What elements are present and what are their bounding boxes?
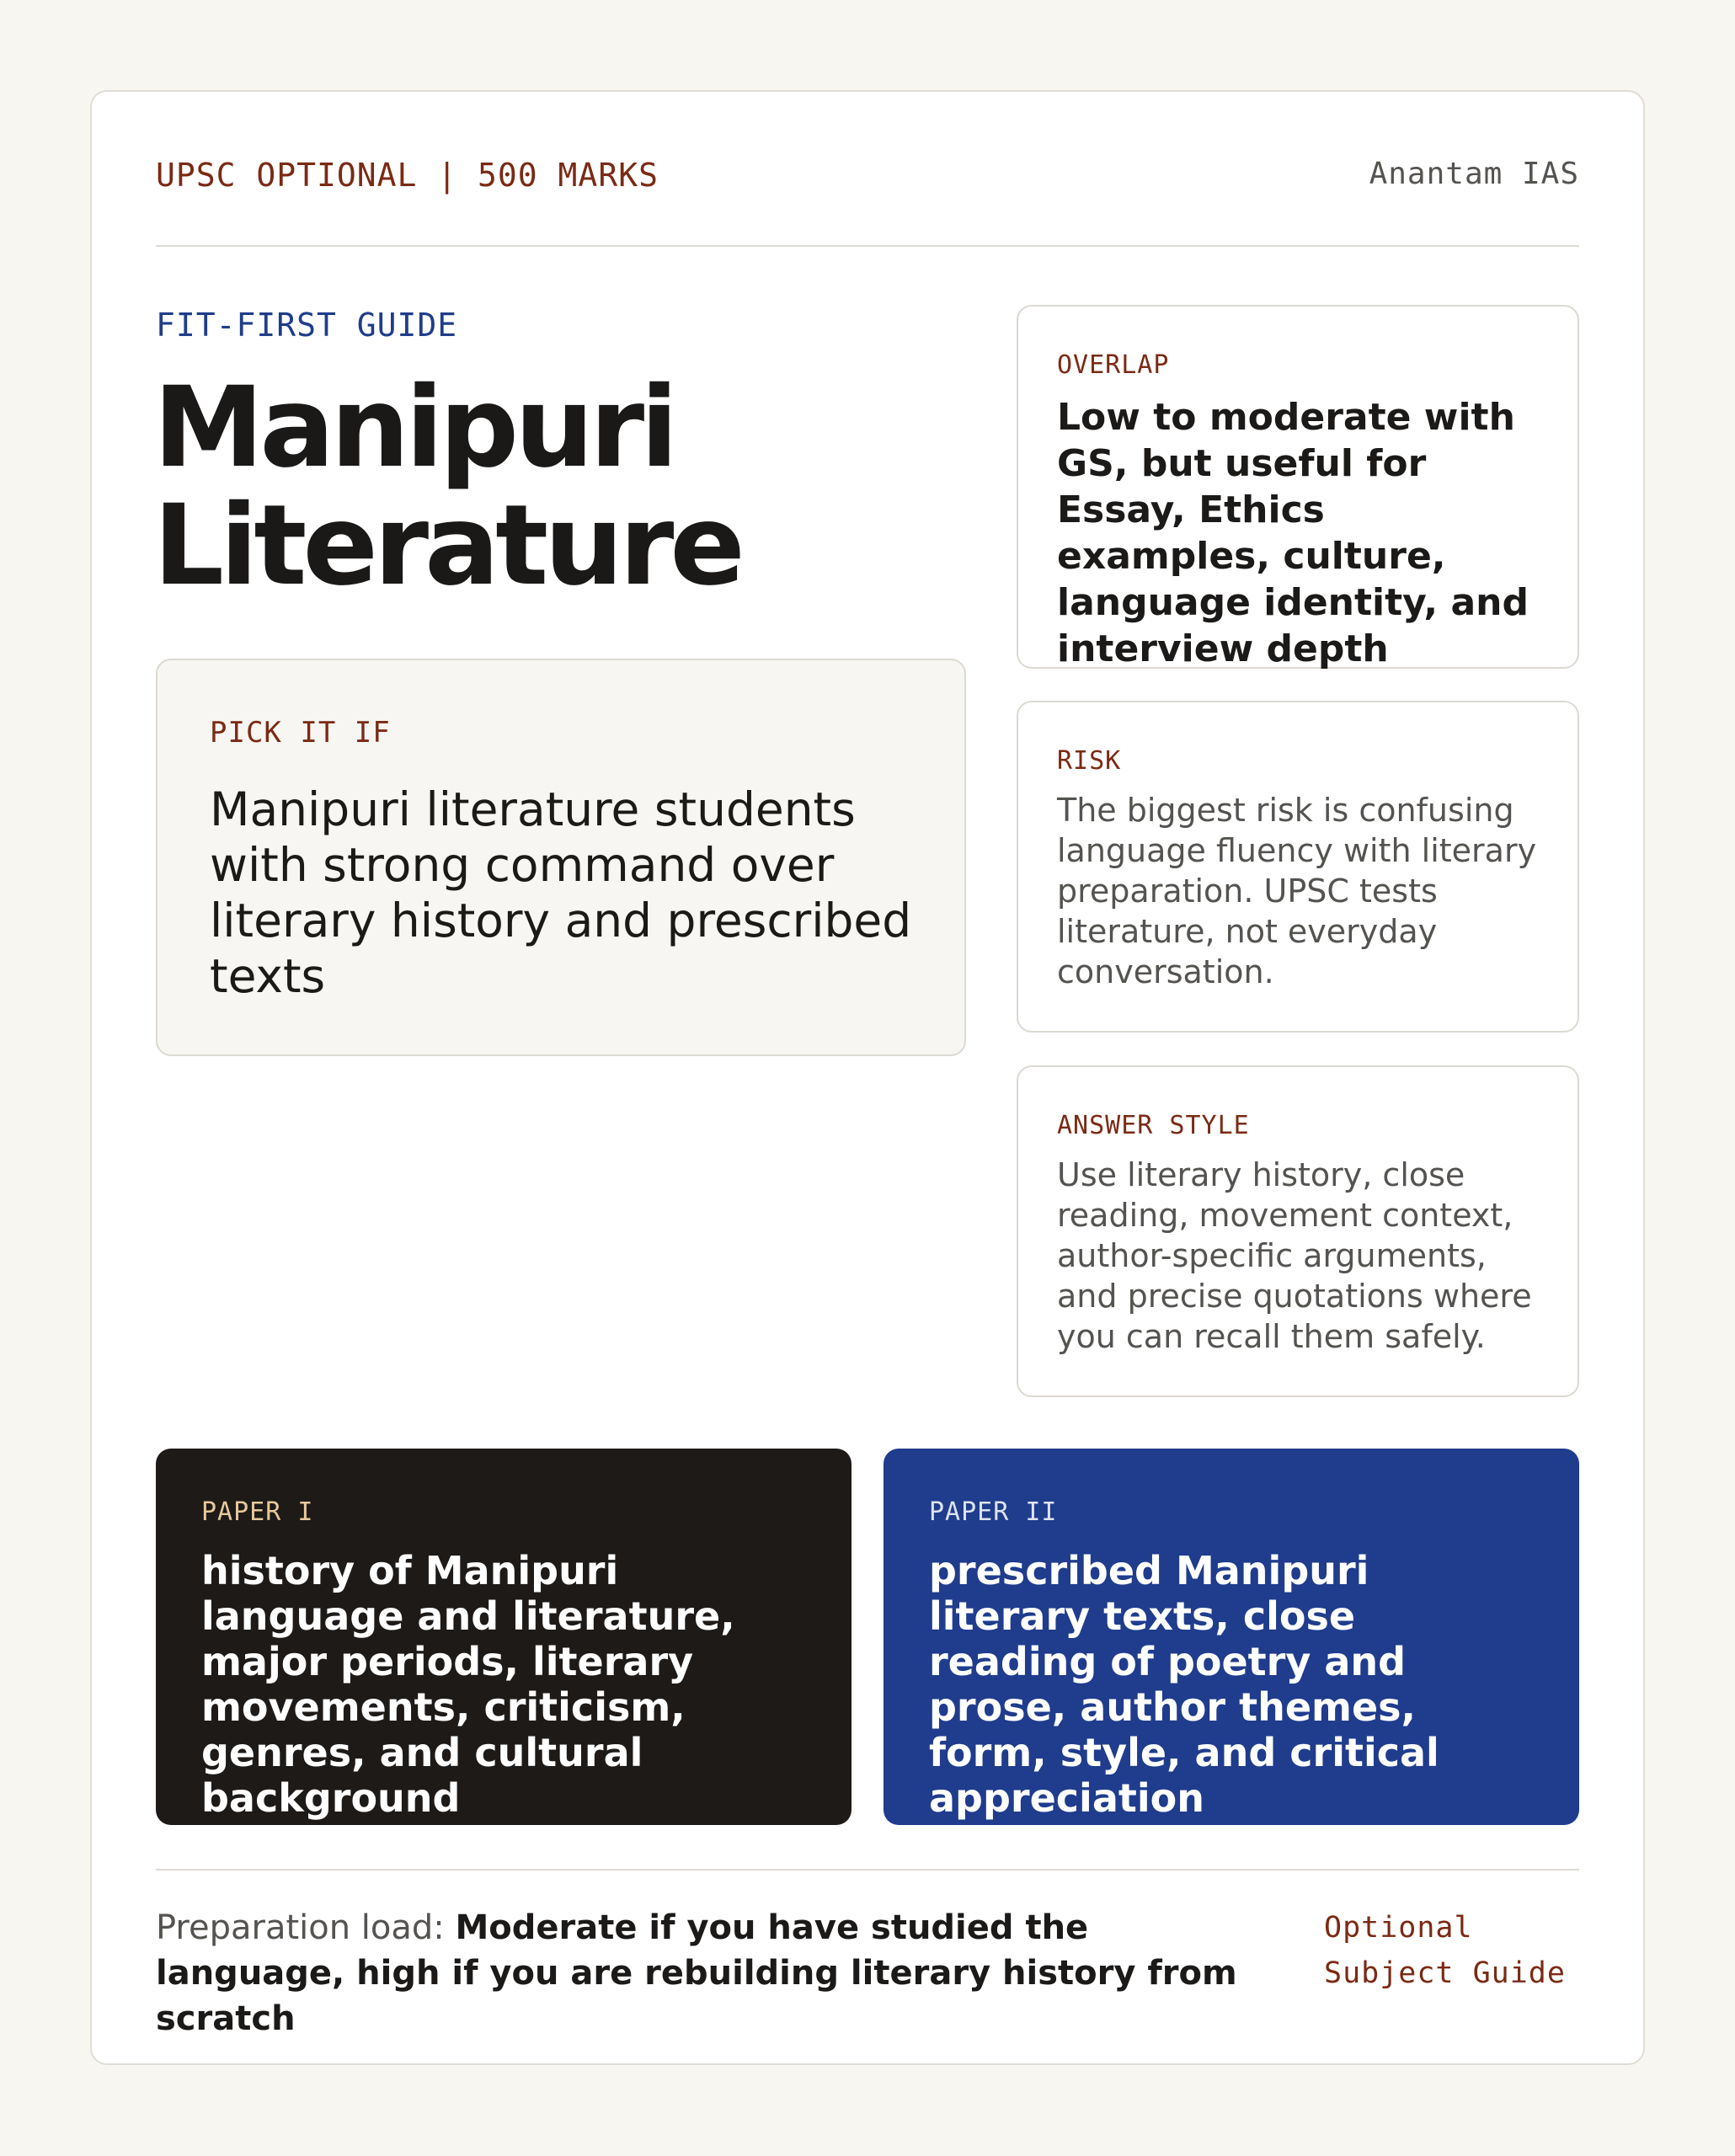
footer-tag-line-2: Subject Guide	[1324, 1956, 1566, 1990]
footer-tag	[1324, 1905, 1566, 1996]
page-title-line-1: Manipuri	[153, 363, 675, 493]
pick-it-if-label: PICK IT IF	[210, 716, 391, 750]
paper-1-text: history of Manipuri language and literature, major periods, literary movements, criticism, genres, and cultural background	[201, 1548, 735, 1821]
guide-eyebrow: FIT-FIRST GUIDE	[156, 307, 458, 344]
preparation-load	[156, 1905, 1284, 2041]
paper-2-label: PAPER II	[929, 1497, 1058, 1527]
header-brand: Anantam IAS	[1369, 157, 1579, 191]
overlap-text: Low to moderate with GS, but useful for Essay, Ethics examples, culture, language identity, and interview depth	[1057, 396, 1529, 670]
page-title	[153, 363, 741, 611]
answer-style-label: ANSWER STYLE	[1057, 1111, 1250, 1140]
preparation-load-value: Moderate if you have studied the language, high if you are rebuilding literary history from scratch	[156, 1908, 1237, 2038]
risk-label: RISK	[1057, 746, 1122, 776]
pick-it-if-card	[156, 659, 966, 1056]
paper-2-card	[884, 1449, 1579, 1825]
preparation-load-label: Preparation load:	[156, 1908, 445, 1947]
page-title-line-2: Literature	[153, 481, 741, 611]
overlap-label: OVERLAP	[1057, 350, 1170, 380]
header-divider	[156, 245, 1579, 247]
paper-1-card	[156, 1449, 851, 1825]
footer-tag-line-1: Optional	[1324, 1911, 1473, 1945]
risk-card	[1017, 701, 1579, 1033]
risk-text: The biggest risk is confusing language fluency with literary preparation. UPSC tests literature, not everyday conversation.	[1057, 792, 1537, 990]
paper-2-text: prescribed Manipuri literary texts, close reading of poetry and prose, author themes, form, style, and critical appreciation	[929, 1548, 1439, 1821]
answer-style-card	[1017, 1065, 1579, 1397]
overlap-card	[1017, 305, 1579, 669]
footer-divider	[156, 1869, 1579, 1870]
header-exam-label: UPSC OPTIONAL | 500 MARKS	[156, 157, 659, 194]
pick-it-if-text: Manipuri literature students with strong command over literary history and prescribed texts	[210, 782, 912, 1003]
paper-1-label: PAPER I	[201, 1497, 314, 1527]
answer-style-text: Use literary history, close reading, movement context, author-specific arguments, and precise quotations where you can recall them safely.	[1057, 1156, 1532, 1355]
